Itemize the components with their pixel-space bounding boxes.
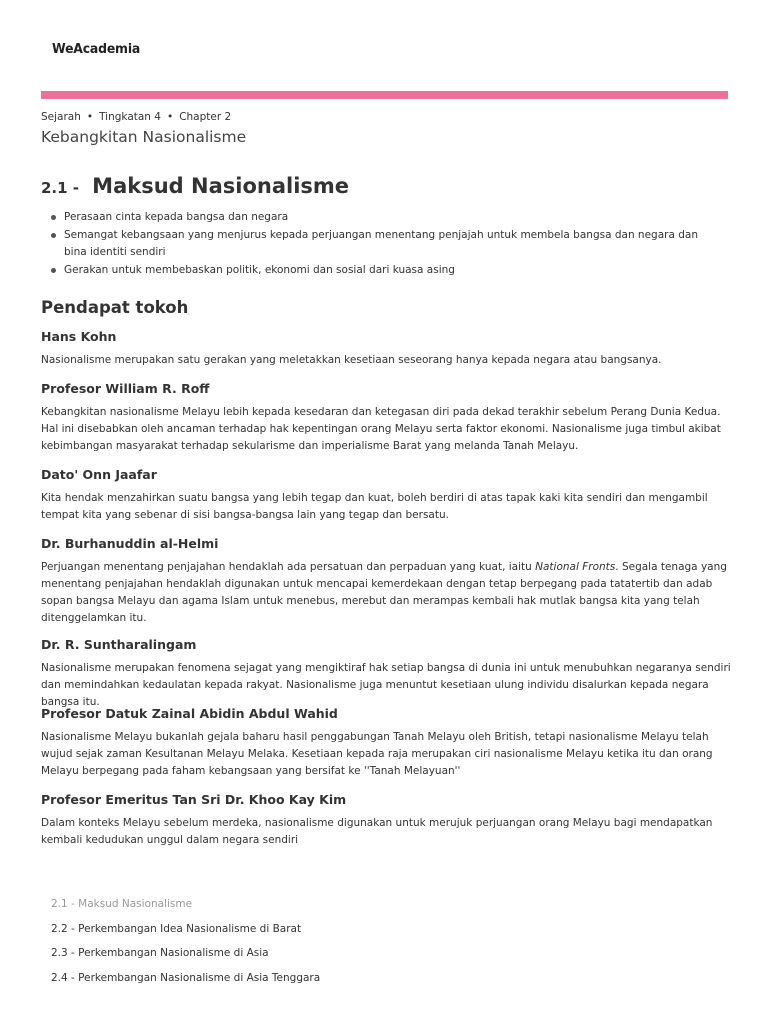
breadcrumb-item-chapter[interactable]: Chapter 2 (179, 111, 232, 123)
breadcrumb-separator: • (166, 111, 174, 123)
opinion-quote-emphasis: National Fronts (535, 561, 616, 573)
section-heading (41, 163, 349, 201)
opinion-name: Dato' Onn Jaafar (41, 467, 157, 482)
opinion-name: Profesor William R. Roff (41, 381, 210, 396)
opinion-block (41, 706, 731, 780)
opinions-heading: Pendapat tokoh (41, 298, 189, 317)
table-of-contents (51, 897, 320, 995)
toc-item-2-4[interactable]: 2.4 - Perkembangan Nasionalisme di Asia Tenggara (51, 971, 321, 984)
list-item: Gerakan untuk membebaskan politik, ekonomi dan sosial dari kuasa asing (41, 262, 701, 279)
opinion-name: Hans Kohn (41, 329, 117, 344)
opinion-quote: Nasionalisme merupakan satu gerakan yang meletakkan kesetiaan seseorang hanya kepada negara atau bangsanya. (41, 354, 662, 366)
opinion-quote: Kita hendak menzahirkan suatu bangsa yang lebih tegap dan kuat, boleh berdiri di atas tapak kaki kita sendiri dan mengambil tempat kita yang sebenar di sisi bangsa-bangsa lain yang tegap dan bersatu. (41, 492, 708, 521)
opinion-block (41, 536, 731, 627)
list-item: Perasaan cinta kepada bangsa dan negara (41, 209, 701, 226)
opinion-name: Dr. R. Suntharalingam (41, 637, 197, 652)
opinion-block (41, 329, 731, 369)
opinion-quote: Nasionalisme Melayu bukanlah gejala baharu hasil penggabungan Tanah Melayu oleh British, tetapi nasionalisme Melayu telah wujud sejak zaman Kesultanan Melayu Melaka. Kesetiaan kepada raja merupakan ciri nasionalisme Melayu ketika itu dan orang Melayu berpegang pada faham kebangsaan yang bersifat ke ''Tanah Melayuan'' (41, 731, 713, 777)
breadcrumb-item-subject[interactable]: Sejarah (41, 111, 81, 123)
list-item: Semangat kebangsaan yang menjurus kepada perjuangan menentang penjajah untuk membela bangsa dan negara dan bina identiti sendiri (41, 227, 701, 261)
opinion-quote: Perjuangan menentang penjajahan hendaklah ada persatuan dan perpaduan yang kuat, iaitu National Fronts. Segala tenaga yang menentang penjajahan hendaklah digunakan untuk mencapai kemerdekaan dengan tetap berpegang pada tatatertib dan adab sopan bangsa Melayu dan agama Islam untuk menebus, merebut dan merampas kembali hak mutlak bangsa kita yang telah ditenggelamkan itu. (41, 561, 727, 624)
opinion-quote: Kebangkitan nasionalisme Melayu lebih kepada kesedaran dan ketegasan diri pada dekad terakhir sebelum Perang Dunia Kedua. Hal ini disebabkan oleh ancaman terhadap hak kepentingan orang Melayu serta faktor ekonomi. Nasionalisme juga timbul akibat kebimbangan masyarakat terhadap sekularisme dan imperialisme Barat yang melanda Tanah Melayu. (41, 406, 721, 452)
breadcrumb-separator: • (86, 111, 94, 123)
breadcrumb-item-level[interactable]: Tingkatan 4 (99, 111, 161, 123)
toc-item-2-2[interactable]: 2.2 - Perkembangan Idea Nasionalisme di Barat (51, 922, 302, 935)
opinion-block (41, 381, 731, 455)
chapter-title: Kebangkitan Nasionalisme (41, 128, 247, 146)
opinion-block (41, 467, 731, 524)
section-number: 2.1 - (41, 179, 80, 197)
site-logo[interactable]: WeAcademia (52, 41, 141, 57)
opinion-quote: Nasionalisme merupakan fenomena sejagat yang mengiktiraf hak setiap bangsa di dunia ini untuk menubuhkan negaranya sendiri dan memindahkan kedaulatan kepada rakyat. Nasionalisme juga menuntut kesetiaan ulung individu disalurkan kepada negara bangsa itu. (41, 662, 731, 708)
opinion-name: Profesor Emeritus Tan Sri Dr. Khoo Kay Kim (41, 792, 347, 807)
header-accent-bar (41, 91, 728, 99)
section-title: Maksud Nasionalisme (92, 174, 350, 198)
toc-item-2-3[interactable]: 2.3 - Perkembangan Nasionalisme di Asia (51, 947, 269, 959)
toc-item-2-1[interactable]: 2.1 - Maksud Nasionalisme (51, 898, 193, 910)
opinion-name: Dr. Burhanuddin al-Helmi (41, 536, 219, 551)
definition-list (41, 209, 701, 280)
opinion-name: Profesor Datuk Zainal Abidin Abdul Wahid (41, 706, 338, 721)
opinion-quote: Dalam konteks Melayu sebelum merdeka, nasionalisme digunakan untuk merujuk perjuangan orang Melayu bagi mendapatkan kembali kedudukan unggul dalam negara sendiri (41, 817, 713, 846)
opinion-block (41, 792, 731, 849)
opinion-block (41, 637, 731, 711)
breadcrumb (41, 111, 231, 123)
